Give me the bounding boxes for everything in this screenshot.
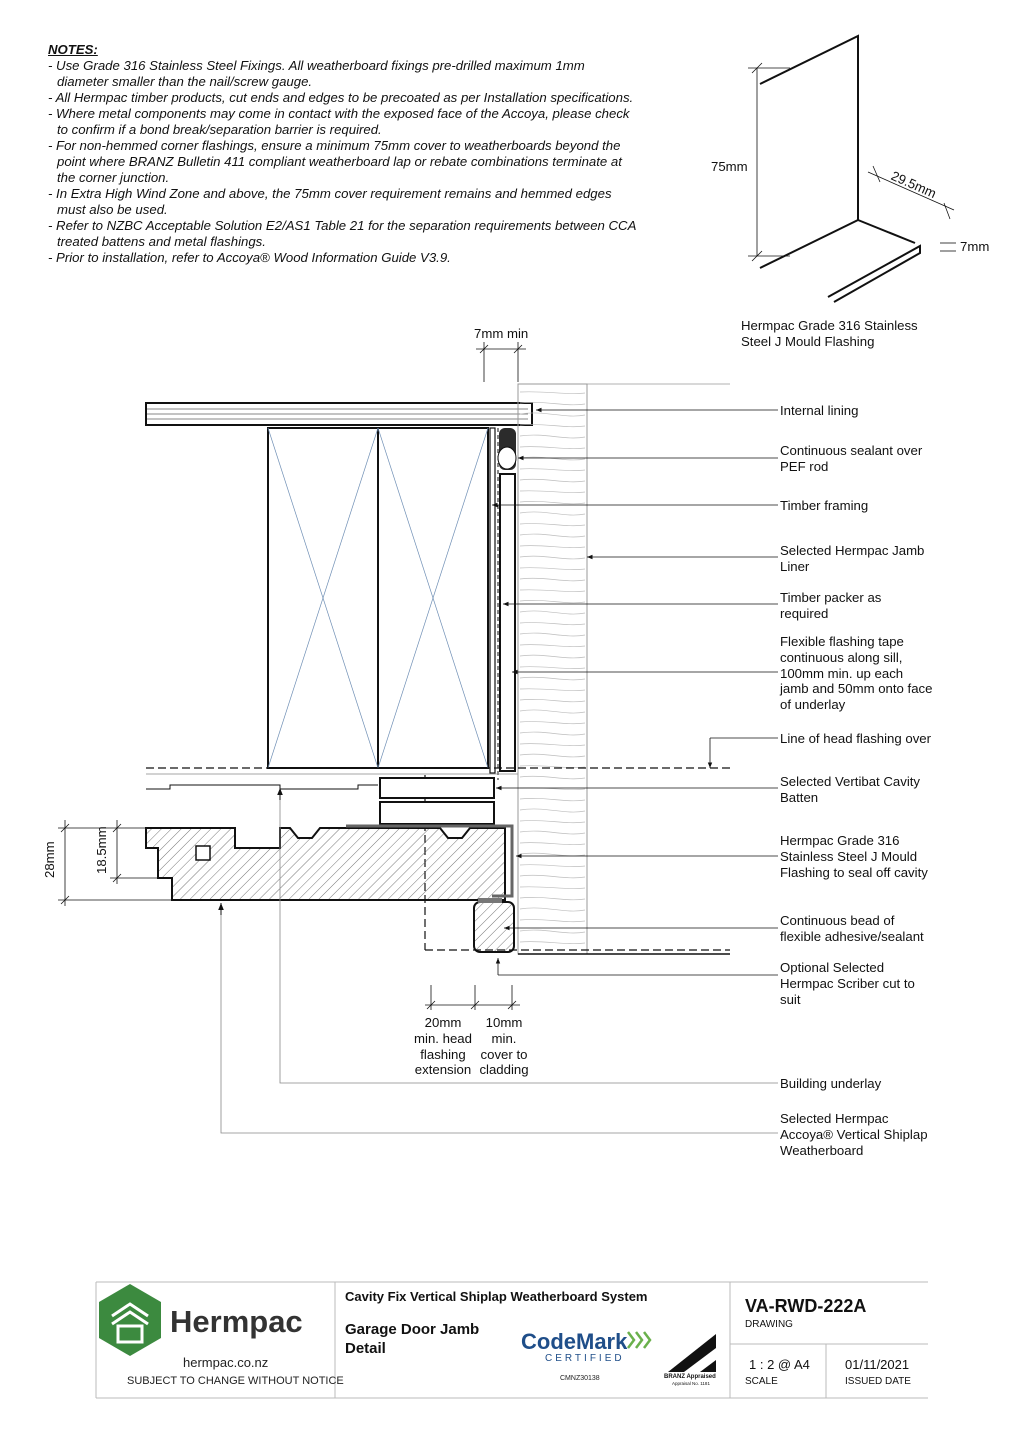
- callout-sealant: [780, 443, 922, 475]
- scriber: [474, 902, 514, 952]
- wood-grain-line: [520, 667, 585, 669]
- callout-line: Liner: [780, 558, 810, 574]
- flashing-width-dim: 29.5mm: [888, 168, 939, 202]
- dim-line: cladding: [479, 1062, 529, 1078]
- branz-label: BRANZ Appraised: [664, 1374, 716, 1380]
- note-line: diameter smaller than the nail/screw gauge.: [57, 74, 313, 89]
- branz-number: Appraisal No. 1181: [672, 1381, 710, 1386]
- wall-stud: [518, 384, 730, 954]
- disclaimer: SUBJECT TO CHANGE WITHOUT NOTICE: [127, 1375, 344, 1387]
- wood-grain-line: [520, 491, 585, 493]
- wood-grain-line: [520, 699, 585, 701]
- callout-j-mould: [780, 833, 928, 880]
- wood-grain-line: [520, 809, 585, 812]
- callout-line: Selected Hermpac: [780, 1111, 889, 1126]
- callout-cavity-batten: [780, 774, 920, 806]
- callout-line: Selected Vertibat Cavity: [780, 774, 921, 789]
- callout-line: Stainless Steel J Mould: [780, 848, 918, 864]
- wood-grain-line: [520, 798, 585, 800]
- branz-logo-icon: [668, 1334, 716, 1372]
- detail-dimensions: [58, 342, 526, 1010]
- callout-adhesive: [780, 913, 924, 945]
- callout-line: Flexible flashing tape: [780, 634, 904, 649]
- wood-grain-line: [520, 677, 585, 680]
- wood-grain-line: [520, 546, 585, 548]
- wood-grain-line: [520, 600, 585, 602]
- dim-7mm-min: 7mm min: [474, 326, 529, 341]
- callout-line: Continuous bead of: [780, 913, 895, 928]
- wood-grain-line: [520, 479, 585, 482]
- callout-head-flashing: [780, 731, 931, 747]
- note-line: - Prior to installation, refer to Accoya® Wood Information Guide V3.9.: [48, 250, 451, 265]
- note-line: - All Hermpac timber products, cut ends and edges to be precoated as per Installation specifications.: [48, 90, 634, 105]
- callout-line: suit: [780, 991, 801, 1007]
- codemark-certified: CERTIFIED: [545, 1353, 625, 1364]
- wood-grain-line: [520, 744, 585, 746]
- wood-grain-line: [520, 908, 585, 911]
- wood-grain-line: [520, 447, 585, 449]
- dim-line: 20mm: [424, 1015, 462, 1030]
- adhesive-bead: [478, 898, 502, 903]
- note-line: - In Extra High Wind Zone and above, the 75mm cover requirement remains and hemmed edges: [48, 186, 612, 201]
- wood-grain-line: [520, 853, 585, 856]
- note-line: - Refer to NZBC Acceptable Solution E2/AS1 Table 21 for the separation requirements between CCA: [48, 218, 637, 233]
- issued-date-label: ISSUED DATE: [845, 1376, 911, 1387]
- callout-line: jamb and 50mm onto face: [780, 681, 933, 697]
- wood-grain-line: [520, 469, 585, 471]
- note-line: - Use Grade 316 Stainless Steel Fixings. All weatherboard fixings pre-drilled maximum 1mm: [48, 58, 585, 73]
- note-line: - Where metal components may come in contact with the exposed face of the Accoya, please check: [48, 106, 630, 121]
- dim-line: flashing: [420, 1046, 466, 1062]
- wood-grain-line: [520, 568, 585, 570]
- drawing-number: VA-RWD-222A: [745, 1296, 867, 1316]
- dim-line: extension: [414, 1062, 472, 1078]
- wood-grain-line: [520, 689, 585, 691]
- flashing-caption-1: Hermpac Grade 316 Stainless: [741, 318, 918, 333]
- cavity-batten: [380, 778, 494, 824]
- callout-timber-framing: [780, 498, 868, 514]
- timber-framing: [268, 428, 488, 768]
- wood-grain-line: [520, 435, 585, 438]
- wood-grain-line: [520, 534, 585, 537]
- issued-date: 01/11/2021: [845, 1357, 910, 1372]
- wood-grain-line: [520, 732, 585, 735]
- dim-line: min.: [491, 1030, 517, 1046]
- dim-18-5mm: 18.5mm: [94, 826, 109, 874]
- wood-grain-line: [520, 710, 585, 713]
- wood-grain-line: [520, 930, 585, 933]
- wood-grain-line: [520, 919, 585, 921]
- note-line: must also be used.: [57, 202, 168, 217]
- callout-line: Hermpac Grade 316: [780, 833, 900, 848]
- flashing-hem-dim: 7mm: [960, 239, 990, 254]
- hermpac-logo-icon: [99, 1284, 161, 1356]
- wood-grain-line: [520, 865, 585, 867]
- callout-flashing-tape: [780, 634, 932, 713]
- codemark-number: CMNZ30138: [560, 1375, 600, 1382]
- flashing-dimensions: [748, 63, 956, 261]
- wood-grain-line: [520, 843, 585, 845]
- flashing-caption-2: Steel J Mould Flashing: [741, 334, 875, 349]
- callout-leaders: [492, 410, 778, 975]
- callout-line: Accoya® Vertical Shiplap: [780, 1126, 928, 1142]
- callout-line: flexible adhesive/sealant: [780, 928, 924, 944]
- wood-grain-line: [520, 942, 585, 944]
- wood-grain-line: [520, 721, 585, 723]
- callout-weatherboard: [780, 1111, 928, 1158]
- wood-grain-line: [520, 611, 585, 614]
- callout-line: PEF rod: [780, 458, 829, 474]
- callout-line: Timber packer as: [780, 590, 882, 605]
- note-line: treated battens and metal flashings.: [57, 234, 266, 249]
- wood-grain-line: [520, 887, 585, 889]
- dim-line: min. head: [414, 1030, 472, 1046]
- callout-internal-lining: [780, 403, 858, 419]
- dim-20mm-head-flashing: [412, 1015, 474, 1078]
- scale-value: 1 : 2 @ A4: [749, 1357, 810, 1372]
- fixing: [196, 846, 210, 860]
- wood-grain-line: [520, 645, 585, 647]
- internal-lining: [146, 403, 532, 425]
- wood-grain-line: [520, 512, 585, 515]
- callout-timber-packer: [780, 590, 881, 622]
- codemark-chevrons-icon: [628, 1332, 650, 1348]
- dim-line: cover to: [480, 1046, 528, 1062]
- drawing-title-1: Garage Door Jamb: [345, 1321, 480, 1338]
- wood-grain-line: [520, 556, 585, 559]
- wood-grain-line: [520, 831, 585, 834]
- wood-grain-line: [520, 754, 585, 757]
- wood-grain-line: [520, 457, 585, 460]
- wood-grain-line: [520, 622, 585, 624]
- wood-grain-line: [520, 655, 585, 658]
- callout-line: Flashing to seal off cavity: [780, 864, 928, 880]
- shiplap-weatherboard: [146, 828, 505, 900]
- flashing-height-dim: 75mm: [711, 159, 748, 174]
- callout-building-underlay: [780, 1076, 881, 1092]
- wood-grain-line: [520, 523, 585, 525]
- note-line: - For non-hemmed corner flashings, ensure a minimum 75mm cover to weatherboards beyond the: [48, 138, 621, 153]
- system-name: Cavity Fix Vertical Shiplap Weatherboard System: [345, 1289, 648, 1304]
- wood-grain-line: [520, 501, 585, 503]
- dim-10mm-cover: [474, 1015, 534, 1078]
- drawing-label: DRAWING: [745, 1319, 793, 1330]
- note-line: to confirm if a bond break/separation barrier is required.: [57, 122, 382, 137]
- callout-line: 100mm min. up each: [780, 665, 904, 681]
- notes-heading: NOTES:: [48, 42, 98, 57]
- pef-rod: [498, 447, 516, 469]
- wood-grain-line: [520, 776, 585, 779]
- callout-line: Batten: [780, 789, 819, 805]
- wood-grain-line: [520, 897, 585, 899]
- dim-28mm: 28mm: [42, 841, 57, 878]
- wood-grain-line: [520, 820, 585, 822]
- wood-grain-line: [520, 413, 585, 416]
- wood-grain-line: [520, 578, 585, 581]
- callout-line: Weatherboard: [780, 1142, 864, 1158]
- note-line: point where BRANZ Bulletin 411 compliant weatherboard lap or rebate combinations terminate at: [57, 154, 622, 169]
- drawing-title-2: Detail: [345, 1340, 386, 1357]
- callout-jamb-liner: [780, 543, 924, 575]
- callout-line: required: [780, 605, 829, 621]
- wood-grain-line: [520, 875, 585, 878]
- callout-line: Building underlay: [780, 1076, 882, 1091]
- wood-grain-line: [520, 590, 585, 592]
- callout-line: Line of head flashing over: [780, 731, 932, 746]
- website-link[interactable]: hermpac.co.nz: [183, 1355, 269, 1370]
- callout-line: Timber framing: [780, 498, 869, 513]
- callout-line: Continuous sealant over: [780, 443, 923, 458]
- brand-name: Hermpac: [170, 1304, 303, 1339]
- callout-line: Hermpac Scriber cut to: [780, 975, 915, 991]
- callout-line: of underlay: [780, 697, 846, 713]
- dim-line: 10mm: [485, 1015, 523, 1030]
- callout-line: continuous along sill,: [780, 649, 903, 665]
- callout-line: Optional Selected: [780, 960, 885, 975]
- callout-scriber: [780, 960, 915, 1007]
- wood-grain-line: [520, 633, 585, 636]
- wood-grain-line: [520, 392, 585, 394]
- note-line: the corner junction.: [57, 170, 170, 185]
- scale-label: SCALE: [745, 1376, 778, 1387]
- callout-line: Selected Hermpac Jamb: [780, 543, 925, 558]
- callout-line: Internal lining: [780, 403, 859, 418]
- codemark-logo: CodeMark: [521, 1329, 628, 1354]
- wood-grain-line: [520, 766, 585, 768]
